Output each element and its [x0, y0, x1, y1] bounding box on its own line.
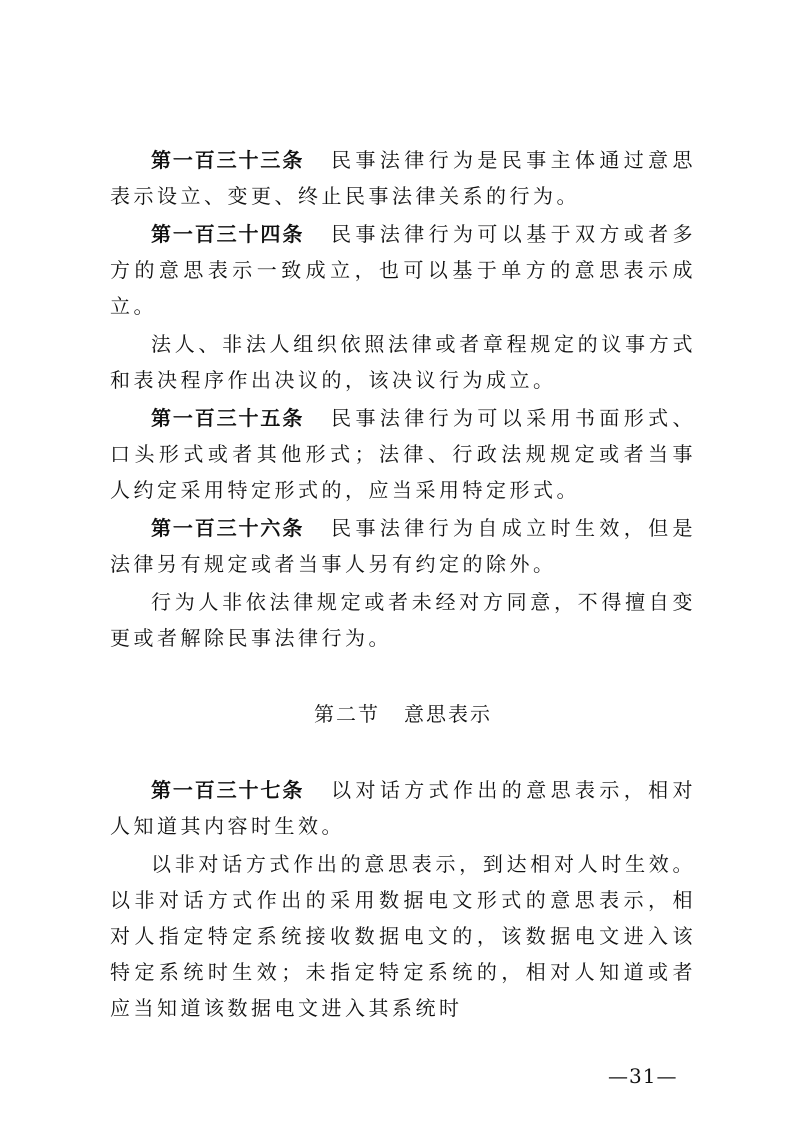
article-text: 以非对话方式作出的意思表示，到达相对人时生效。以非对话方式作出的采用数据电文形式的意思表示，相对人指定特定系统接收数据电文的，该数据电文进入该特定系统时生效；未指定特定系统的，相对人知道或者应当知道该数据电文进入其系统时	[110, 852, 696, 1020]
article-text: 民事法律行为是民事主体通过意思表示设立、变更、终止民事法律关系的行为。	[110, 148, 697, 208]
page-number: —31—	[608, 1064, 678, 1088]
article-number: 第一百三十六条	[151, 516, 305, 540]
article-text: 法人、非法人组织依照法律或者章程规定的议事方式和表决程序作出决议的，该决议行为成立。	[110, 332, 696, 392]
article-137-paragraph-2	[110, 846, 696, 1026]
article-136-paragraph-2	[110, 584, 696, 656]
article-134-paragraph-2	[110, 326, 696, 398]
article-text: 民事法律行为可以采用书面形式、口头形式或者其他形式；法律、行政法规规定或者当事人约定采用特定形式的，应当采用特定形式。	[110, 406, 697, 502]
section-number: 第二节	[314, 702, 380, 726]
article-number: 第一百三十七条	[151, 778, 305, 802]
article-135	[110, 400, 696, 508]
article-number: 第一百三十五条	[151, 406, 305, 430]
article-number: 第一百三十三条	[151, 148, 305, 172]
document-page	[110, 142, 696, 1028]
article-134	[110, 216, 696, 324]
article-text: 以对话方式作出的意思表示，相对人知道其内容时生效。	[110, 778, 697, 838]
article-number: 第一百三十四条	[151, 222, 305, 246]
article-text: 行为人非依法律规定或者未经对方同意，不得擅自变更或者解除民事法律行为。	[110, 590, 696, 650]
article-text: 民事法律行为可以基于双方或者多方的意思表示一致成立，也可以基于单方的意思表示成立。	[110, 222, 697, 318]
section-title: 意思表示	[404, 702, 492, 726]
article-133	[110, 142, 696, 214]
article-137	[110, 772, 696, 844]
section-heading	[110, 696, 696, 732]
article-text: 民事法律行为自成立时生效，但是法律另有规定或者当事人另有约定的除外。	[110, 516, 697, 576]
article-136	[110, 510, 696, 582]
